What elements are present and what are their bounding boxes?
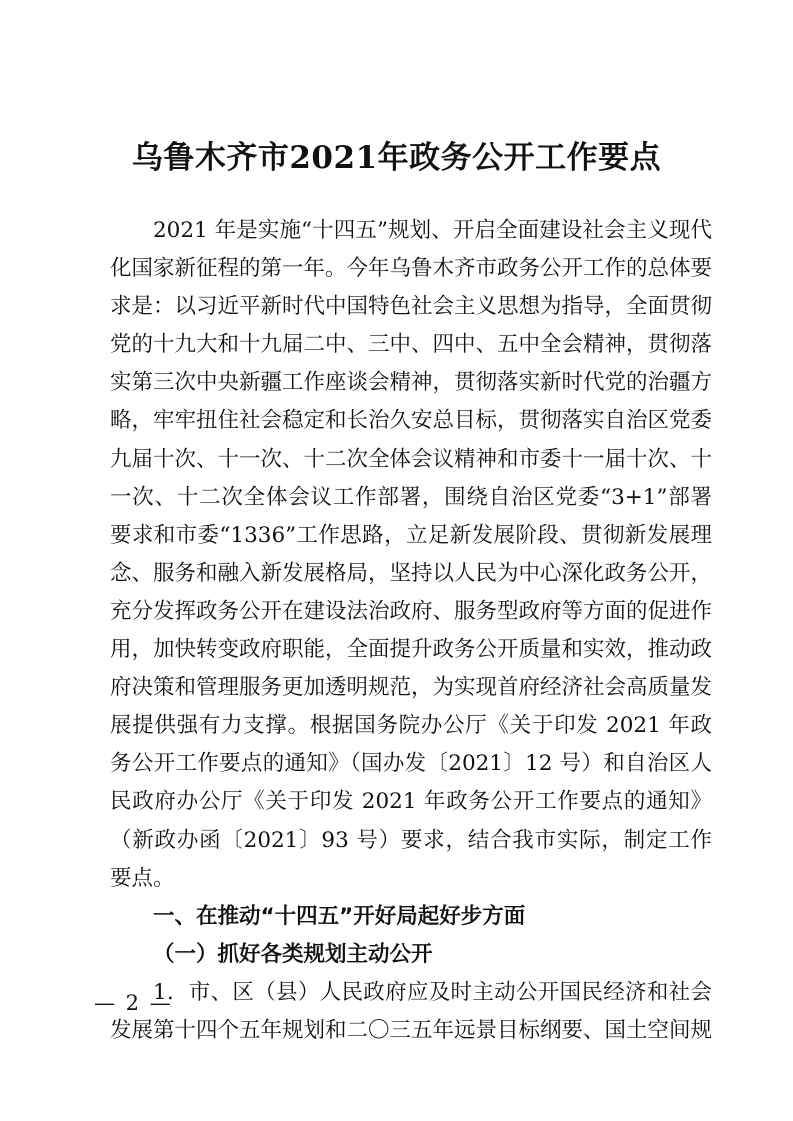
- section-heading-1: 一、在推动“十四五”开好局起好步方面: [153, 903, 526, 929]
- document-body: [110, 212, 712, 1050]
- document-title: 乌鲁木齐市2021年政务公开工作要点: [131, 140, 662, 176]
- page-number: — 2 —: [94, 991, 173, 1015]
- intro-paragraph: 2021 年是实施“十四五”规划、开启全面建设社会主义现代化国家新征程的第一年。今年乌鲁木齐市政务公开工作的总体要求是：以习近平新时代中国特色社会主义思想为指导，全面贯彻党的十九大和十九届二中、三中、四中、五中全会精神，贯彻落实第三次中央新疆工作座谈会精神，贯彻落实新时代党的治疆方略，牢牢扭住社会稳定和长治久安总目标，贯彻落实自治区党委九届十次、十一次、十二次全体会议精神和市委十一届十次、十一次、十二次全体会议工作部署，围绕自治区党委“3+1”部署要求和市委“1336”工作思路，立足新发展阶段、贯彻新发展理念、服务和融入新发展格局，坚持以人民为中心深化政务公开，充分发挥政务公开在建设法治政府、服务型政府等方面的促进作用，加快转变政府职能，全面提升政务公开质量和实效，推动政府决策和管理服务更加透明规范，为实现首府经济社会高质量发展提供强有力支撑。根据国务院办公厅《关于印发 2021 年政务公开工作要点的通知》（国办发〔2021〕12 号）和自治区人民政府办公厅《关于印发 2021 年政务公开工作要点的通知》（新政办函〔2021〕93 号）要求，结合我市实际，制定工作要点。: [110, 218, 713, 891]
- item-paragraph-1: 1．市、区（县）人民政府应及时主动公开国民经济和社会发展第十四个五年规划和二〇三五年远景目标纲要、国土空间规: [110, 979, 713, 1043]
- subsection-heading-1: （一）抓好各类规划主动公开: [153, 941, 433, 967]
